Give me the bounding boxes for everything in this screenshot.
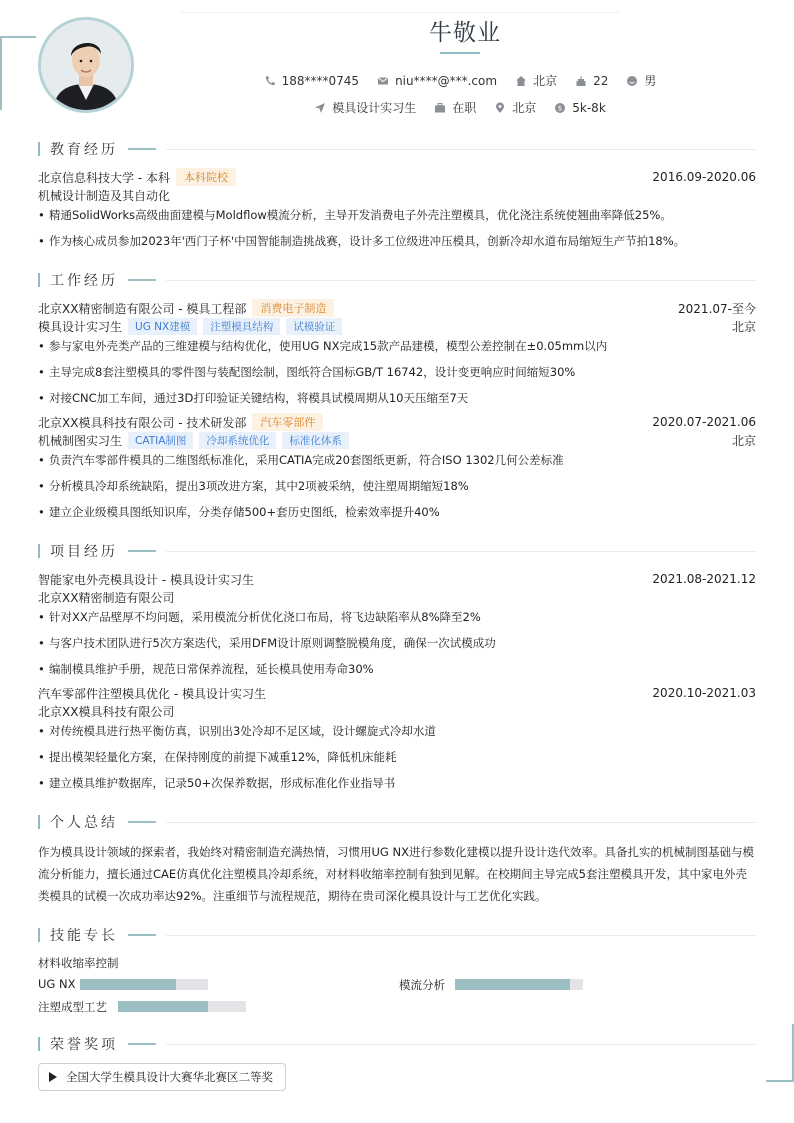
section-rule <box>166 551 756 552</box>
industry-tag: 消费电子制造 <box>252 299 334 317</box>
list-item: • 建立企业级模具图纸知识库，分类存储500+套历史图纸，检索效率提升40% <box>38 504 756 520</box>
skill-bar-fill <box>455 979 570 990</box>
work-city: 北京 <box>731 433 756 448</box>
skill-tag: UG NX建模 <box>128 318 197 335</box>
section-title: 技能专长 <box>50 928 118 944</box>
list-item: • 作为核心成员参加2023年'西门子杯'中国智能制造挑战赛，设计多工位级进冲压模具，创新冷却水道布局缩短生产节拍18%。 <box>38 233 756 249</box>
smile-icon <box>626 75 638 87</box>
hometown-text: 北京 <box>533 74 558 88</box>
list-item: • 建立模具维护数据库，记录50+次保养数据，形成标准化作业指导书 <box>38 775 756 791</box>
section-marker <box>38 544 40 558</box>
skill-bar-fill <box>80 979 176 990</box>
skill-name: UG NX <box>38 977 76 991</box>
section-title: 工作经历 <box>50 273 118 289</box>
svg-text:$: $ <box>558 104 563 113</box>
work-header-row <box>38 413 756 431</box>
honor-item <box>38 1063 286 1091</box>
section-header-summary <box>38 812 756 832</box>
corner-decoration-bottom-right <box>766 1024 794 1082</box>
work-role-row <box>38 431 756 449</box>
skill-bar-fill <box>118 1001 208 1012</box>
skill-tag: CATIA制图 <box>128 432 193 449</box>
skill-name: 注塑成型工艺 <box>38 1000 107 1014</box>
summary-text: 作为模具设计领域的探索者，我始终对精密制造充满热情，习惯用UG NX进行参数化建模以提升设计迭代效率。具备扎实的机械制图基础与模流分析能力，擅长通过CAE仿真优化注塑模具冷却系统，对材料收缩率控制有独到见解。在校期间主导完成5套注塑模具开发，其中家电外壳类模具的试模一次成功率达92%。注重细节与流程规范，期待在贵司深化模具设计与工艺优化实践。 <box>38 845 754 903</box>
project-header-row <box>38 570 756 588</box>
work-role: 模具设计实习生 <box>38 319 123 334</box>
send-icon <box>314 102 326 114</box>
target-city-item <box>494 99 536 116</box>
section-title: 荣誉奖项 <box>50 1037 118 1053</box>
top-divider <box>180 12 620 13</box>
section-marker <box>38 142 40 156</box>
skill-tag: 注塑模具结构 <box>203 318 280 335</box>
industry-tag: 汽车零部件 <box>252 413 323 431</box>
age-item <box>575 72 608 89</box>
section-header-work <box>38 270 756 290</box>
salary-item <box>554 99 606 116</box>
work-company: 北京XX模具科技有限公司 - 技术研发部 <box>38 415 247 430</box>
skill-tag: 试模验证 <box>286 318 342 335</box>
section-marker <box>38 273 40 287</box>
gender-item <box>626 72 656 89</box>
section-rule <box>166 280 756 281</box>
phone-text: 188****0745 <box>281 73 360 88</box>
skill-bar <box>455 979 583 990</box>
section-rule <box>166 935 756 936</box>
section-title: 个人总结 <box>50 815 118 831</box>
email-text: niu****@***.com <box>395 73 498 88</box>
education-header-row <box>38 168 756 186</box>
target-job-text: 模具设计实习生 <box>332 101 417 115</box>
list-item: • 分析模具冷却系统缺陷，提出3项改进方案，其中2项被采纳，使注塑周期缩短18% <box>38 478 756 494</box>
status-item <box>434 99 476 116</box>
mail-icon <box>377 75 389 87</box>
education-period: 2016.09-2020.06 <box>652 170 756 184</box>
project-period: 2021.08-2021.12 <box>652 572 756 586</box>
education-major-row <box>38 186 756 204</box>
phone-item <box>264 72 359 89</box>
target-city-text: 北京 <box>512 101 537 115</box>
project-header-row <box>38 684 756 702</box>
project-period: 2020.10-2021.03 <box>652 686 756 700</box>
location-pin-icon <box>494 102 506 114</box>
skill-bar <box>80 979 208 990</box>
status-text: 在职 <box>452 101 477 115</box>
list-item: • 精通SolidWorks高级曲面建模与Moldflow模流分析，主导开发消费电子外壳注塑模具，优化浇注系统使翘曲率降低25%。 <box>38 207 756 223</box>
section-dash <box>128 821 156 823</box>
section-title: 项目经历 <box>50 544 118 560</box>
list-item: • 主导完成8套注塑模具的零件图与装配图绘制，图纸符合国标GB/T 16742，设计变更响应时间缩短30% <box>38 364 756 380</box>
cake-icon <box>575 75 587 87</box>
briefcase-icon <box>434 102 446 114</box>
skill-tag: 冷却系统优化 <box>199 432 276 449</box>
project-title: 汽车零部件注塑模具优化 - 模具设计实习生 <box>38 686 266 701</box>
section-rule <box>166 149 756 150</box>
list-item: • 对接CNC加工车间，通过3D打印验证关键结构，将模具试模周期从10天压缩至7天 <box>38 390 756 406</box>
section-dash <box>128 934 156 936</box>
work-role-row <box>38 317 756 335</box>
list-item: • 负责汽车零部件模具的二维图纸标准化，采用CATIA完成20套图纸更新，符合ISO 1302几何公差标准 <box>38 452 756 468</box>
section-rule <box>166 1044 756 1045</box>
section-marker <box>38 1037 40 1051</box>
section-marker <box>38 815 40 829</box>
age-text: 22 <box>593 73 609 88</box>
work-period: 2021.07-至今 <box>678 301 756 316</box>
list-item: • 针对XX产品壁厚不均问题，采用模流分析优化浇口布局，将飞边缺陷率从8%降至2% <box>38 609 756 625</box>
phone-icon <box>264 75 276 87</box>
contact-info-row <box>0 72 794 89</box>
job-intent-row <box>0 99 794 116</box>
section-header-honors <box>38 1034 756 1054</box>
section-title: 教育经历 <box>50 142 118 158</box>
section-marker <box>38 928 40 942</box>
list-item: • 提出模架轻量化方案，在保持刚度的前提下减重12%，降低机床能耗 <box>38 749 756 765</box>
section-dash <box>128 148 156 150</box>
candidate-name: 牛敬业 <box>429 20 501 46</box>
project-title: 智能家电外壳模具设计 - 模具设计实习生 <box>38 572 254 587</box>
list-item: • 编制模具维护手册，规范日常保养流程，延长模具使用寿命30% <box>38 661 756 677</box>
money-icon <box>554 102 566 114</box>
project-company-row <box>38 588 756 606</box>
section-header-education <box>38 139 756 159</box>
section-header-project <box>38 541 756 561</box>
work-period: 2020.07-2021.06 <box>652 415 756 429</box>
school-name: 北京信息科技大学 - 本科 <box>38 170 170 185</box>
skill-tag: 标准化体系 <box>282 432 349 449</box>
hometown-item <box>515 72 557 89</box>
honor-text: 全国大学生模具设计大赛华北赛区二等奖 <box>66 1070 273 1084</box>
list-item: • 参与家电外壳类产品的三维建模与结构优化，使用UG NX完成15款产品建模，模型公差控制在±0.05mm以内 <box>38 338 756 354</box>
target-job-item <box>314 99 416 116</box>
section-dash <box>128 1043 156 1045</box>
skill-heading-item: 材料收缩率控制 <box>38 956 119 970</box>
project-company-row <box>38 702 756 720</box>
major-name: 机械设计制造及其自动化 <box>38 188 171 203</box>
gender-text: 男 <box>644 74 657 88</box>
email-item <box>377 72 497 89</box>
work-company: 北京XX精密制造有限公司 - 模具工程部 <box>38 301 247 316</box>
list-item: • 对传统模具进行热平衡仿真，识别出3处冷却不足区域，设计螺旋式冷却水道 <box>38 723 756 739</box>
work-role: 机械制图实习生 <box>38 433 123 448</box>
section-dash <box>128 550 156 552</box>
section-header-skills <box>38 925 756 945</box>
skill-bar <box>118 1001 246 1012</box>
list-item: • 与客户技术团队进行5次方案迭代，采用DFM设计原则调整脱模角度，确保一次试模成功 <box>38 635 756 651</box>
school-tag: 本科院校 <box>176 168 236 186</box>
project-company: 北京XX精密制造有限公司 <box>38 590 175 605</box>
project-company: 北京XX模具科技有限公司 <box>38 704 175 719</box>
work-header-row <box>38 299 756 317</box>
play-triangle-icon <box>49 1072 57 1082</box>
section-dash <box>128 279 156 281</box>
name-underline <box>440 52 480 54</box>
work-city: 北京 <box>731 319 756 334</box>
salary-text: 5k-8k <box>572 100 606 115</box>
home-icon <box>515 75 527 87</box>
skill-name: 模流分析 <box>399 978 445 992</box>
section-rule <box>166 822 756 823</box>
